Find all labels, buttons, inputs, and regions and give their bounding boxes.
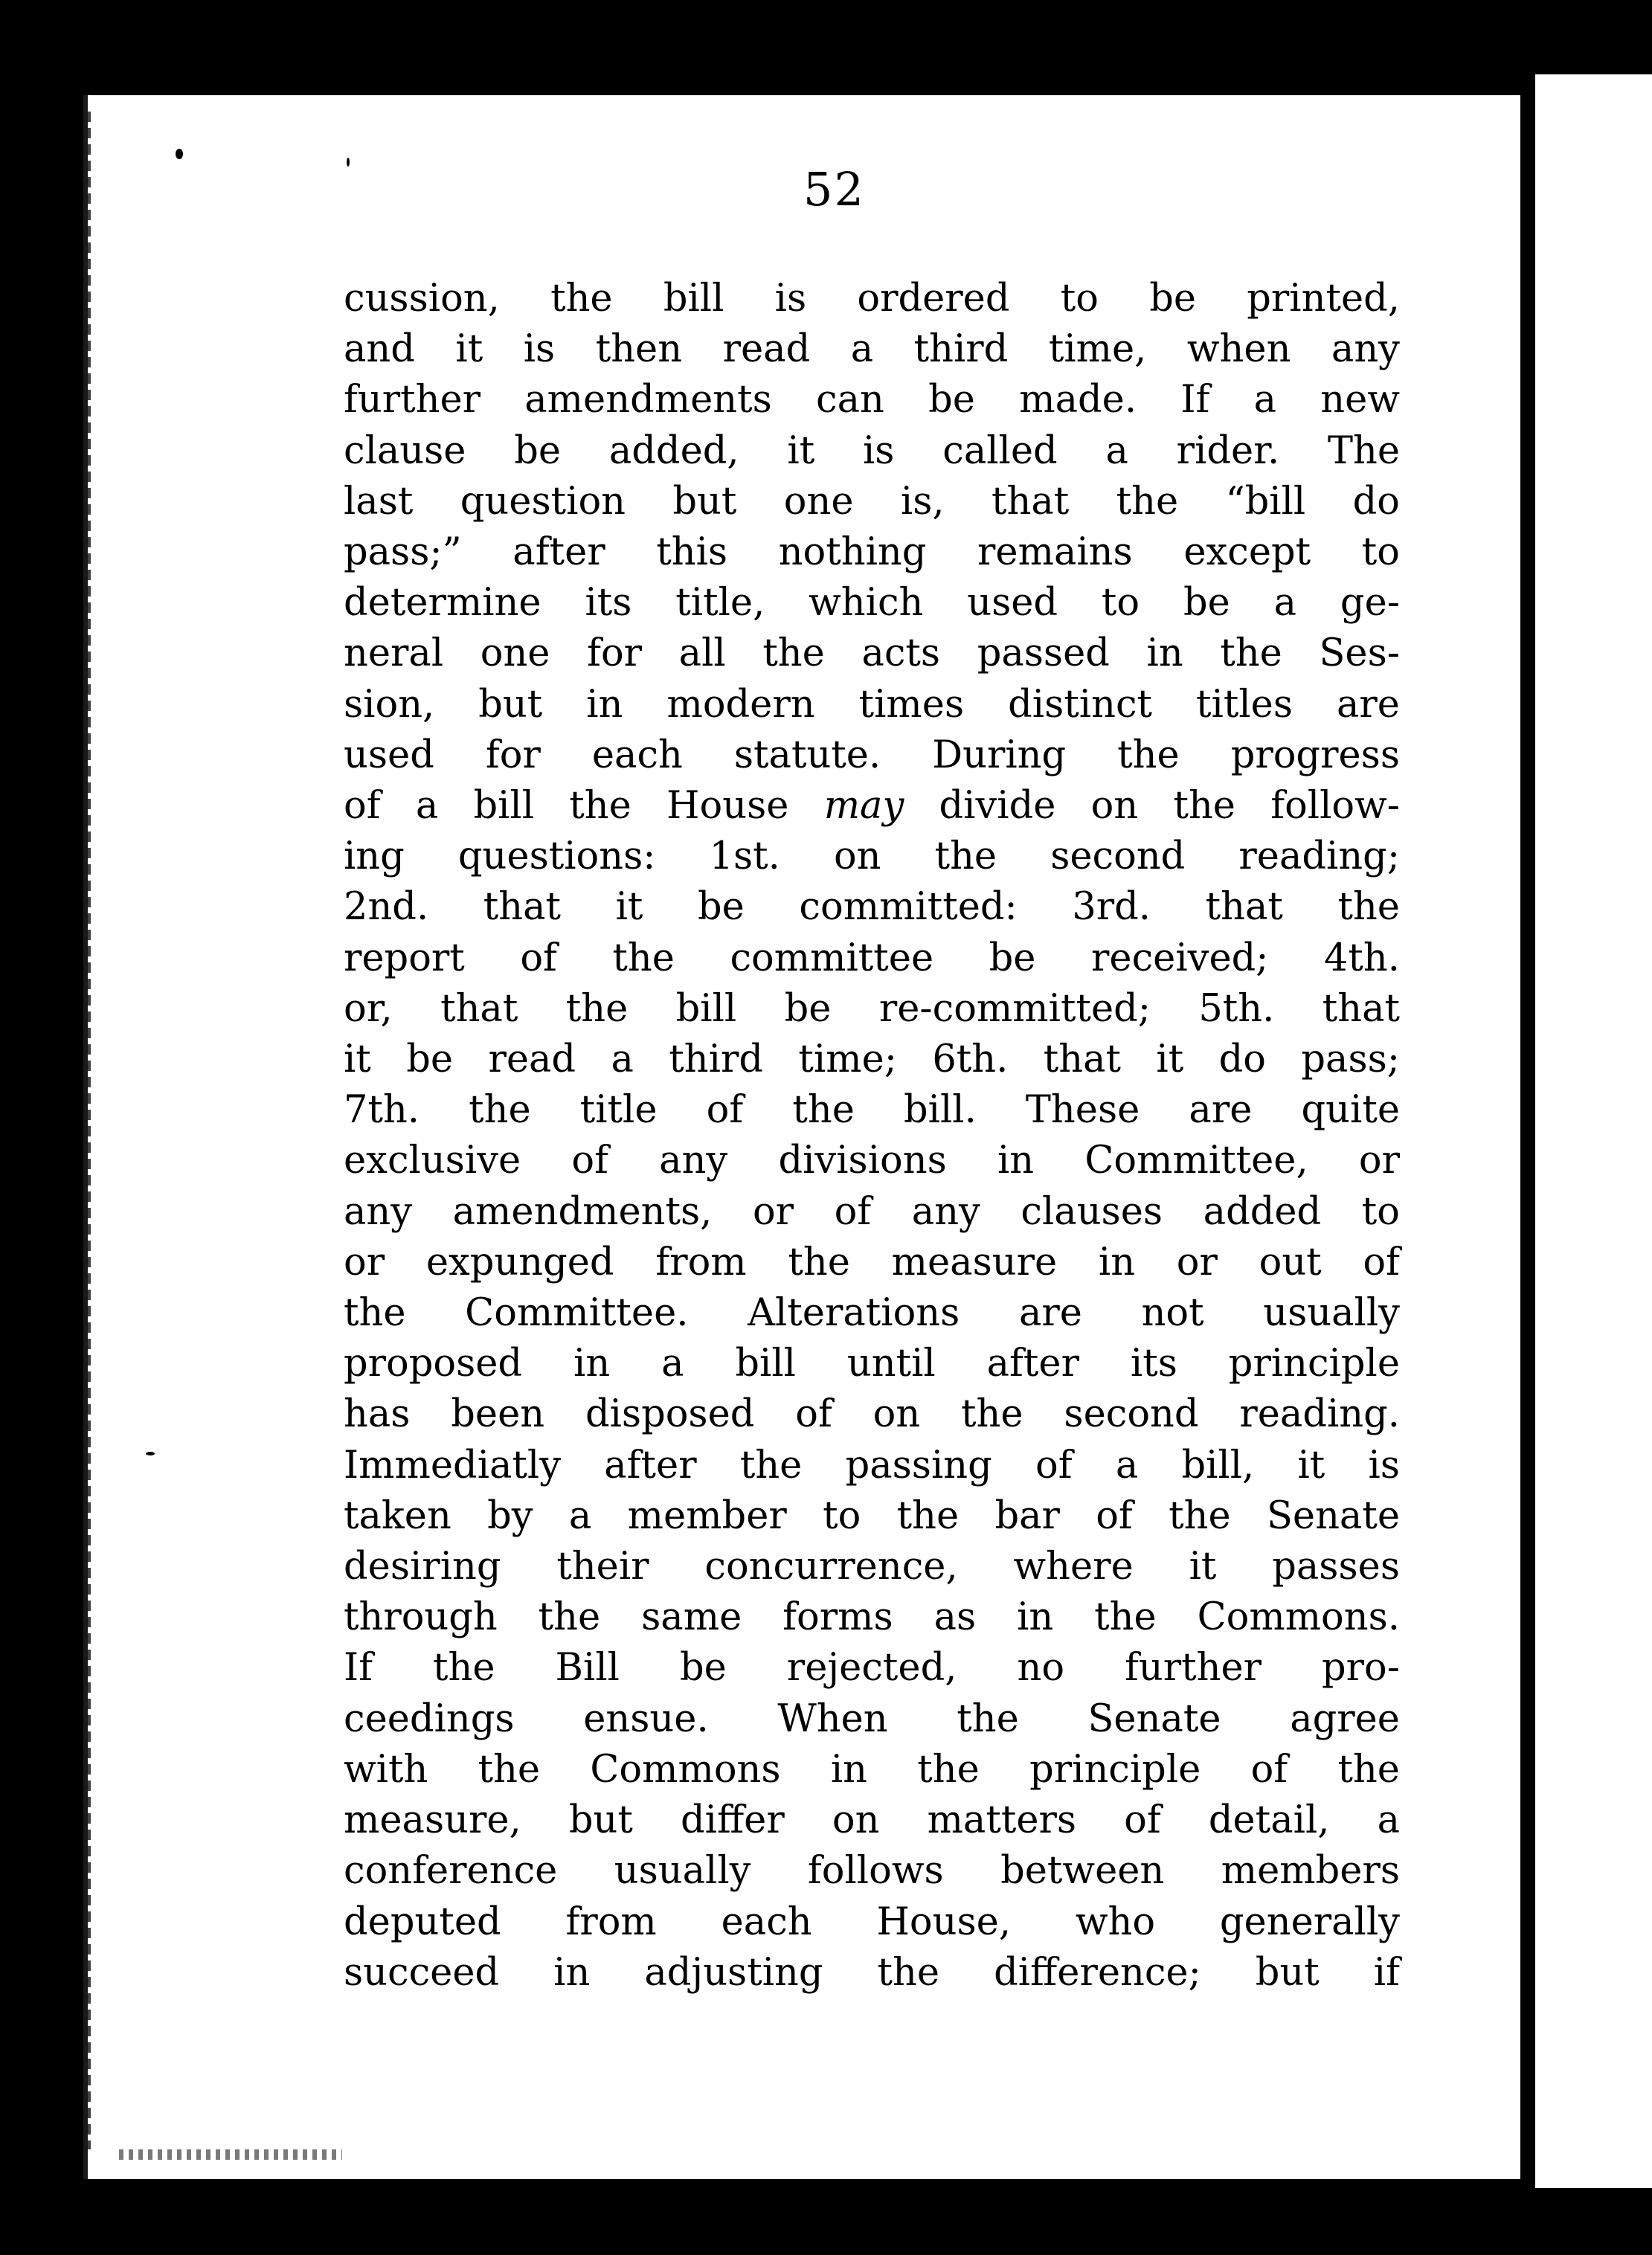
page-number: 52 — [803, 162, 865, 216]
text-line: any amendments, or of any clauses added to — [344, 1189, 1400, 1234]
text-line: through the same forms as in the Commons. — [344, 1595, 1400, 1640]
text-line: it be read a third time; 6th. that it do pass; — [344, 1038, 1400, 1082]
text-line: conference usually follows between members — [344, 1849, 1400, 1894]
text-line: and it is then read a third time, when any — [344, 327, 1400, 372]
page-bottom-edge — [119, 2149, 342, 2160]
text-line: measure, but differ on matters of detail, a — [344, 1798, 1400, 1843]
text-line: clause be added, it is called a rider. The — [344, 428, 1400, 473]
ink-speck — [176, 149, 183, 159]
text-line: If the Bill be rejected, no further pro- — [344, 1646, 1400, 1691]
text-line: deputed from each House, who generally — [344, 1899, 1400, 1944]
ink-speck — [347, 158, 350, 167]
text-line: determine its title, which used to be a ge- — [344, 581, 1400, 625]
text-line: report of the committee be received; 4th. — [344, 936, 1400, 980]
text-line: neral one for all the acts passed in the Ses- — [344, 631, 1400, 676]
emphasized-word: may — [823, 784, 904, 829]
text-line-with-emphasis — [344, 781, 1400, 831]
ink-speck — [146, 1452, 155, 1455]
adjacent-page-strip — [1535, 74, 1652, 2188]
text-line: cussion, the bill is ordered to be printed, — [344, 277, 1400, 321]
text-line: 7th. the title of the bill. These are quite — [344, 1088, 1400, 1133]
text-line: or, that the bill be re-committed; 5th. that — [344, 986, 1400, 1031]
text-line: has been disposed of on the second reading. — [344, 1392, 1400, 1437]
text-line: 2nd. that it be committed: 3rd. that the — [344, 885, 1400, 930]
text-line: last question but one is, that the “bill do — [344, 479, 1400, 524]
text-line: desiring their concurrence, where it passes — [344, 1545, 1400, 1589]
text-line: succeed in adjusting the difference; but if — [344, 1950, 1400, 1995]
text-line: further amendments can be made. If a new — [344, 378, 1400, 422]
page-left-edge — [88, 112, 91, 2149]
text-line: the Committee. Alterations are not usually — [344, 1291, 1400, 1336]
text-line: ceedings ensue. When the Senate agree — [344, 1696, 1400, 1741]
text-line: exclusive of any divisions in Committee, or — [344, 1139, 1400, 1183]
text-line: pass;” after this nothing remains except to — [344, 530, 1400, 575]
text-line: taken by a member to the bar of the Senate — [344, 1493, 1400, 1538]
text-run: of a bill the House — [344, 784, 824, 829]
text-line: or expunged from the measure in or out of — [344, 1240, 1400, 1284]
text-line: Immediatly after the passing of a bill, it is — [344, 1443, 1400, 1487]
body-text — [344, 274, 1400, 1998]
text-line: with the Commons in the principle of the — [344, 1747, 1400, 1792]
text-line: used for each statute. During the progress — [344, 733, 1400, 777]
text-line: ing questions: 1st. on the second reading; — [344, 834, 1400, 879]
text-line: sion, but in modern times distinct titles are — [344, 682, 1400, 727]
gutter-shadow — [1520, 74, 1537, 2179]
text-line: proposed in a bill until after its principle — [344, 1342, 1400, 1386]
text-run: divide on the follow- — [904, 784, 1401, 829]
